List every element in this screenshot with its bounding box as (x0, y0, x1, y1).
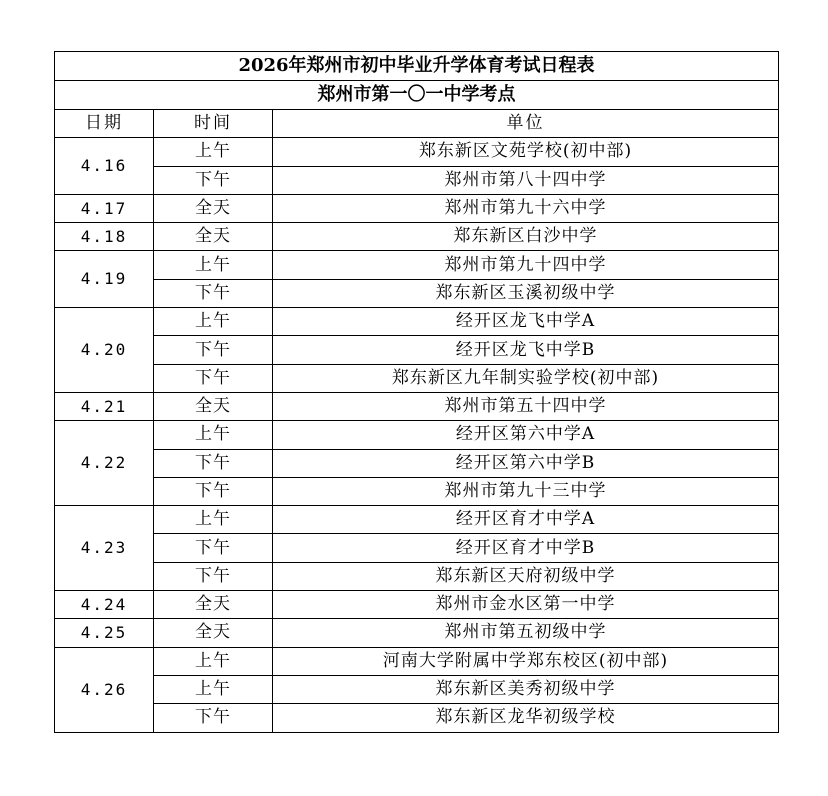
table-row (55, 591, 779, 619)
header-row (55, 110, 779, 138)
table-row (55, 336, 779, 364)
date-cell: 4.18 (55, 223, 154, 251)
unit-cell: 经开区育才中学B (273, 534, 779, 562)
table-row (55, 477, 779, 505)
table-row (55, 704, 779, 732)
table-row (55, 138, 779, 166)
date-cell: 4.26 (55, 647, 154, 732)
time-cell: 下午 (154, 562, 273, 590)
table-row (55, 506, 779, 534)
time-cell: 下午 (154, 166, 273, 194)
time-cell: 下午 (154, 534, 273, 562)
time-cell: 上午 (154, 308, 273, 336)
table-row (55, 534, 779, 562)
time-cell: 全天 (154, 392, 273, 420)
table-row (55, 223, 779, 251)
table-row (55, 449, 779, 477)
title-row (55, 52, 779, 81)
table-row (55, 279, 779, 307)
time-cell: 全天 (154, 223, 273, 251)
table-row (55, 392, 779, 420)
date-cell: 4.23 (55, 506, 154, 591)
header-unit: 单位 (273, 110, 779, 138)
unit-cell: 郑州市第九十四中学 (273, 251, 779, 279)
table-row (55, 675, 779, 703)
time-cell: 上午 (154, 251, 273, 279)
table-row (55, 647, 779, 675)
unit-cell: 郑东新区文苑学校(初中部) (273, 138, 779, 166)
table-row (55, 421, 779, 449)
unit-cell: 经开区育才中学A (273, 506, 779, 534)
date-cell: 4.25 (55, 619, 154, 647)
table-row (55, 251, 779, 279)
table-row (55, 364, 779, 392)
date-cell: 4.20 (55, 308, 154, 393)
unit-cell: 郑东新区天府初级中学 (273, 562, 779, 590)
schedule-body (55, 52, 779, 733)
time-cell: 下午 (154, 477, 273, 505)
table-row (55, 194, 779, 222)
unit-cell: 经开区龙飞中学A (273, 308, 779, 336)
time-cell: 下午 (154, 336, 273, 364)
date-cell: 4.17 (55, 194, 154, 222)
date-cell: 4.21 (55, 392, 154, 420)
table-title: 2026年郑州市初中毕业升学体育考试日程表 (55, 52, 779, 81)
header-time: 时间 (154, 110, 273, 138)
unit-cell: 郑东新区白沙中学 (273, 223, 779, 251)
unit-cell: 郑州市第九十三中学 (273, 477, 779, 505)
table-row (55, 562, 779, 590)
unit-cell: 郑州市第九十六中学 (273, 194, 779, 222)
date-cell: 4.24 (55, 591, 154, 619)
time-cell: 上午 (154, 421, 273, 449)
unit-cell: 郑东新区九年制实验学校(初中部) (273, 364, 779, 392)
unit-cell: 经开区第六中学B (273, 449, 779, 477)
unit-cell: 经开区第六中学A (273, 421, 779, 449)
unit-cell: 郑东新区美秀初级中学 (273, 675, 779, 703)
date-cell: 4.19 (55, 251, 154, 308)
unit-cell: 郑州市第五十四中学 (273, 392, 779, 420)
time-cell: 全天 (154, 194, 273, 222)
date-cell: 4.16 (55, 138, 154, 195)
time-cell: 上午 (154, 647, 273, 675)
header-date: 日期 (55, 110, 154, 138)
schedule-sheet (54, 51, 778, 733)
time-cell: 全天 (154, 591, 273, 619)
time-cell: 下午 (154, 449, 273, 477)
time-cell: 下午 (154, 279, 273, 307)
subtitle-row (55, 81, 779, 110)
unit-cell: 郑州市第八十四中学 (273, 166, 779, 194)
schedule-table (54, 51, 779, 733)
date-cell: 4.22 (55, 421, 154, 506)
exam-site-title: 郑州市第一〇一中学考点 (55, 81, 779, 110)
time-cell: 下午 (154, 364, 273, 392)
unit-cell: 河南大学附属中学郑东校区(初中部) (273, 647, 779, 675)
unit-cell: 郑东新区玉溪初级中学 (273, 279, 779, 307)
table-row (55, 619, 779, 647)
table-row (55, 308, 779, 336)
unit-cell: 郑东新区龙华初级学校 (273, 704, 779, 732)
time-cell: 上午 (154, 675, 273, 703)
time-cell: 全天 (154, 619, 273, 647)
time-cell: 上午 (154, 138, 273, 166)
unit-cell: 郑州市金水区第一中学 (273, 591, 779, 619)
table-row (55, 166, 779, 194)
unit-cell: 郑州市第五初级中学 (273, 619, 779, 647)
unit-cell: 经开区龙飞中学B (273, 336, 779, 364)
time-cell: 上午 (154, 506, 273, 534)
time-cell: 下午 (154, 704, 273, 732)
